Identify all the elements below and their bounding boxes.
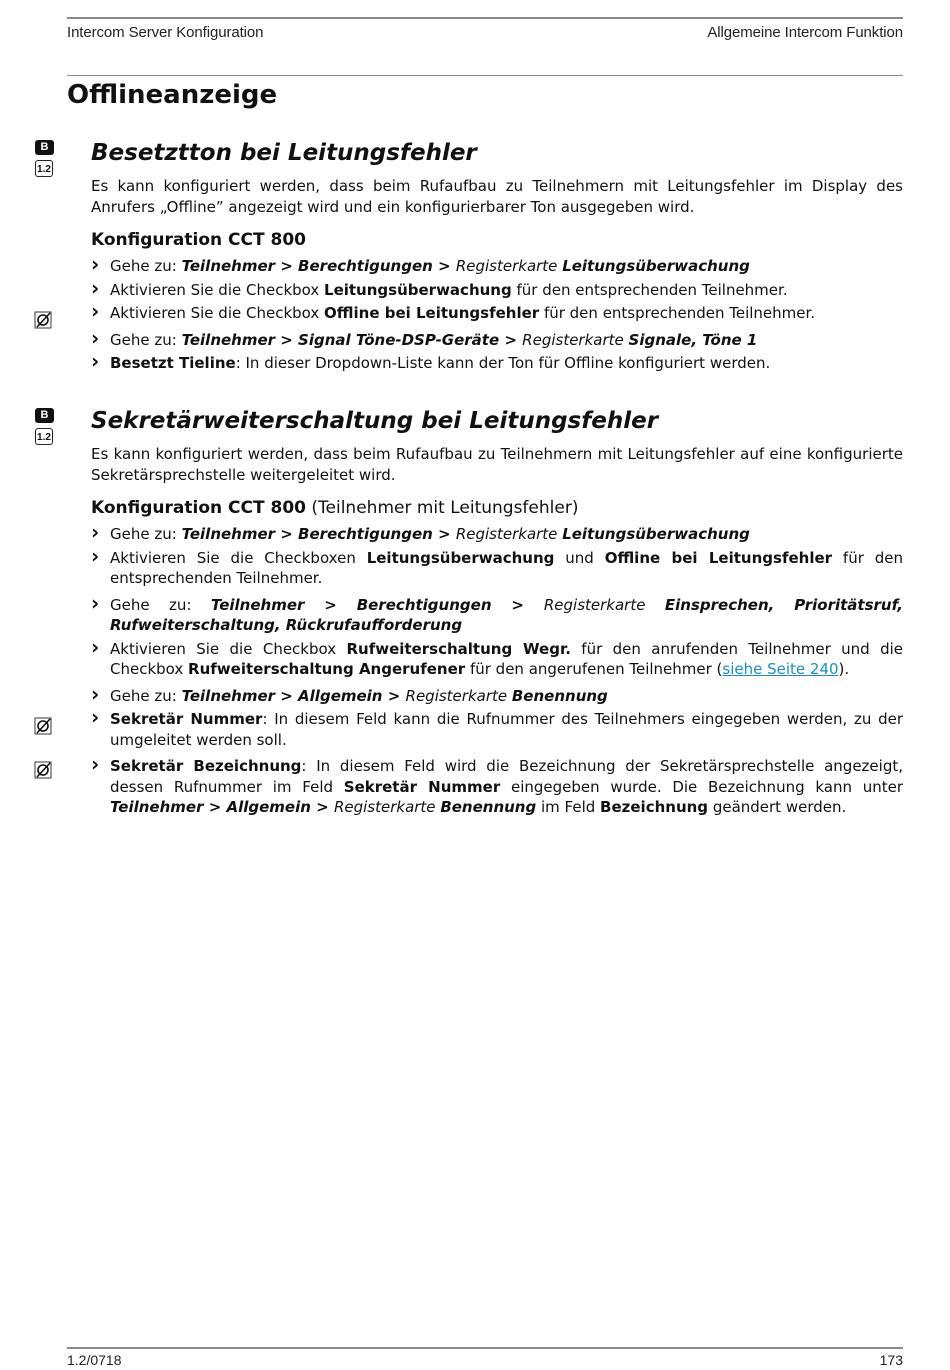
list-item: [91, 524, 903, 545]
step-text: für den entsprechenden Teilnehmer.: [110, 548, 904, 587]
list-item: [91, 756, 903, 818]
menu-path: Teilnehmer > Allgemein >: [110, 798, 334, 816]
tab-name: Leitungsüberwachung: [562, 525, 750, 543]
step-list: [91, 256, 903, 374]
config-subheading-label: Konfiguration CCT 800: [91, 230, 306, 250]
menu-path: Teilnehmer > Signal Töne-DSP-Geräte >: [181, 330, 523, 349]
field-name: Rufweiterschaltung Wegr.: [346, 639, 571, 658]
footer-page-number: 173: [879, 1352, 903, 1368]
version-badge-icon: 1.2: [35, 428, 53, 445]
tab-name: Leitungsüberwachung: [562, 257, 750, 275]
step-text: : In dieser Dropdown-Liste kann der Ton für Offline konfiguriert werden.: [235, 354, 771, 372]
step-text: Gehe zu:: [110, 257, 182, 275]
b-badge-icon: B: [35, 140, 54, 155]
config-subheading: [91, 497, 903, 519]
step-text: für den entsprechenden Teilnehmer.: [511, 280, 788, 299]
config-subheading-label: Konfiguration CCT 800: [91, 498, 306, 518]
field-name: Sekretär Nummer: [343, 777, 501, 796]
tab-name: Benennung: [511, 686, 608, 705]
tab-name: Signale, Töne 1: [628, 330, 758, 349]
config-subheading: [91, 229, 903, 251]
note-pencil-icon: [34, 311, 52, 329]
list-item: [91, 595, 903, 636]
menu-path: Teilnehmer > Berechtigungen >: [210, 595, 544, 614]
step-text: Registerkarte: [543, 595, 665, 614]
step-text: Aktivieren Sie die Checkbox: [110, 639, 347, 658]
field-name: Sekretär Nummer: [110, 710, 263, 728]
step-text: für den entsprechenden Teilnehmer.: [539, 304, 816, 322]
list-item: [91, 686, 903, 707]
step-text: eingegeben wurde. Die Bezeichnung kann unter: [500, 777, 904, 796]
header-left-text: Intercom Server Konfiguration: [67, 24, 264, 41]
step-text: ).: [838, 660, 850, 678]
version-badge-icon: 1.2: [35, 160, 53, 177]
step-text: Aktivieren Sie die Checkbox: [110, 304, 325, 322]
list-item: [91, 639, 903, 680]
field-name: Besetzt Tieline: [110, 354, 236, 372]
b-badge-icon: B: [35, 408, 54, 423]
field-name: Offline bei Leitungsfehler: [324, 304, 540, 322]
header-right-text: Allgemeine Intercom Funktion: [707, 24, 903, 41]
list-item: [91, 330, 903, 351]
list-item: [91, 280, 903, 301]
field-name: Rufweiterschaltung Angerufener: [188, 660, 466, 678]
footer-version: 1.2/0718: [67, 1352, 122, 1368]
header-bottom-rule: [67, 75, 903, 76]
section-intro: Es kann konfiguriert werden, dass beim Rufaufbau zu Teilnehmern mit Leitungsfehler auf eine konfigurierte Sekretärsprechstelle weitergeleitet wird.: [91, 445, 903, 484]
field-name: Offline bei Leitungsfehler: [604, 548, 833, 567]
section-besetztton: [91, 137, 903, 377]
step-text: Gehe zu:: [110, 595, 211, 614]
menu-path: Teilnehmer > Berechtigungen >: [181, 525, 456, 543]
field-name: Leitungsüberwachung: [366, 548, 555, 567]
field-name: Sekretär Bezeichnung: [110, 757, 302, 775]
step-text: Gehe zu:: [110, 525, 182, 543]
step-text: Gehe zu:: [110, 686, 182, 705]
step-text: Registerkarte: [333, 798, 441, 816]
config-subheading-note: (Teilnehmer mit Leitungsfehler): [306, 498, 579, 518]
page-reference-link[interactable]: siehe Seite 240: [722, 660, 839, 678]
step-text: : In diesem Feld wird die Bezeichnung der Sekretärsprechstelle angezeigt, dessen Rufnummer im Feld: [110, 757, 903, 796]
section-sekretaerweiterschaltung: [91, 405, 903, 821]
list-item: [91, 303, 903, 324]
field-name: Leitungsüberwachung: [324, 280, 512, 299]
step-text: für den anrufenden Teilnehmer und die Checkbox: [110, 639, 903, 678]
step-text: und: [554, 548, 605, 567]
step-text: Registerkarte: [455, 525, 563, 543]
section-title: Sekretärweiterschaltung bei Leitungsfehler: [91, 408, 659, 434]
section-title: Besetztton bei Leitungsfehler: [91, 140, 477, 166]
step-text: für den angerufenen Teilnehmer (: [465, 660, 723, 678]
menu-path: Teilnehmer > Allgemein >: [181, 686, 406, 705]
note-pencil-icon: [34, 717, 52, 735]
step-text: Aktivieren Sie die Checkboxen: [110, 548, 367, 567]
footer-rule: [67, 1347, 903, 1349]
list-item: [91, 548, 903, 589]
field-name: Bezeichnung: [600, 798, 709, 816]
list-item: [91, 709, 903, 750]
note-pencil-icon: [34, 761, 52, 779]
step-text: Registerkarte: [455, 257, 563, 275]
step-text: Registerkarte: [522, 330, 629, 349]
menu-path: Teilnehmer > Berechtigungen >: [181, 257, 456, 275]
list-item: [91, 256, 903, 277]
step-text: Aktivieren Sie die Checkbox: [110, 280, 325, 299]
step-text: Gehe zu:: [110, 330, 182, 349]
step-text: Registerkarte: [405, 686, 512, 705]
step-text: im Feld: [536, 798, 601, 816]
step-text: geändert werden.: [708, 798, 847, 816]
section-intro: Es kann konfiguriert werden, dass beim Rufaufbau zu Teilnehmern mit Leitungsfehler im Display des Anrufers „Offline” angezeigt wird und ein konfigurierbarer Ton ausgegeben wird.: [91, 177, 903, 216]
page-title: Offlineanzeige: [67, 80, 278, 110]
step-text: : In diesem Feld kann die Rufnummer des Teilnehmers eingegeben werden, zu der umgeleitet werden soll.: [110, 710, 904, 749]
tab-name: Einsprechen, Prioritätsruf, Rufweiterschaltung, Rückrufaufforderung: [110, 595, 903, 634]
list-item: [91, 353, 903, 374]
header-top-rule: [67, 17, 903, 19]
tab-name: Benennung: [440, 798, 537, 816]
step-list: [91, 524, 903, 818]
